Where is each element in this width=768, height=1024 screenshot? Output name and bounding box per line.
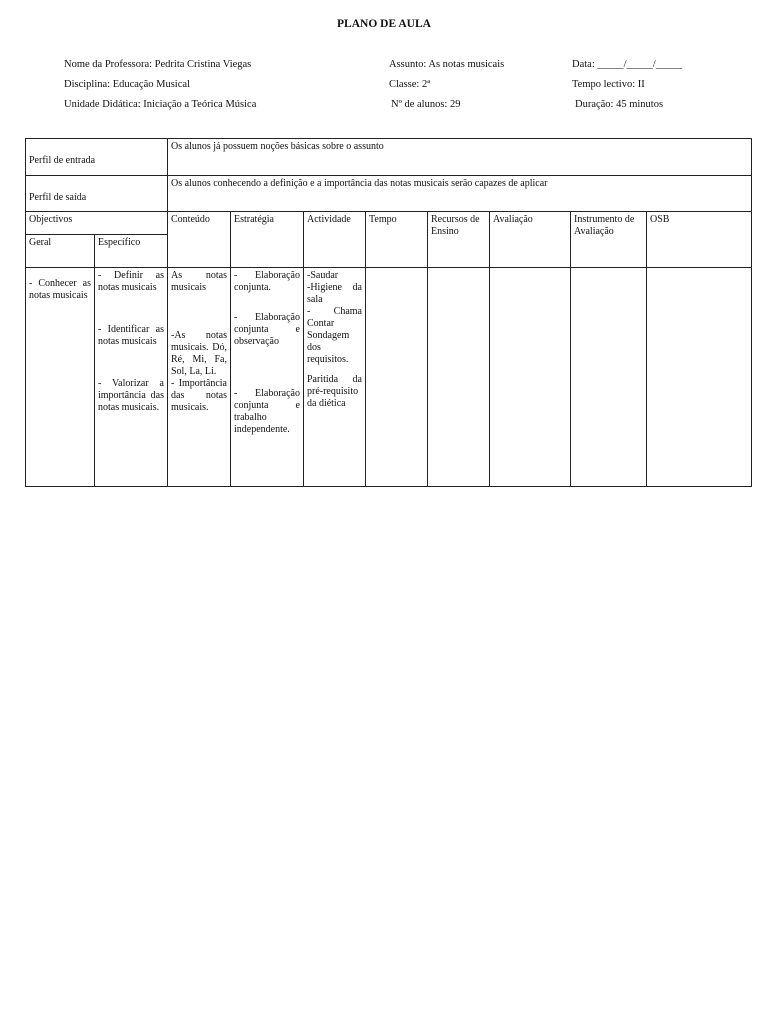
estrategia-header: Estratégia	[231, 212, 304, 268]
perfil-saida-label: Perfil de saída	[26, 176, 168, 212]
conteudo-item: - Importância das notas musicais.	[171, 378, 227, 413]
estrategia-item: - Elaboração conjunta e observação	[234, 312, 300, 347]
especifico-cell	[95, 268, 168, 487]
conteudo-item: -As notas musicais. Dó, Ré, Mi, Fa, Sol, La, Li.	[171, 330, 227, 377]
perfil-entrada-label: Perfil de entrada	[26, 139, 168, 176]
actividade-cell	[304, 268, 366, 487]
actividade-item: - Chama Contar	[307, 306, 362, 329]
page-title: PLANO DE AULA	[337, 18, 431, 30]
estrategia-item: - Elaboração conjunta e trabalho independente.	[234, 388, 300, 435]
recursos-cell	[428, 268, 490, 487]
perfil-saida-text: Os alunos conhecendo a definição e a importância das notas musicais serão capazes de aplicar	[168, 176, 752, 212]
professora-field: Nome da Professora: Pedrita Cristina Viegas	[64, 59, 252, 70]
perfil-entrada-row	[26, 139, 752, 176]
content-row	[26, 268, 752, 487]
conteudo-header: Conteúdo	[168, 212, 231, 268]
geral-cell	[26, 268, 95, 487]
especifico-item: - Identificar as notas musicais	[98, 324, 164, 347]
avaliacao-header: Avaliação	[490, 212, 571, 268]
data-field: Data: _____/_____/_____	[572, 59, 682, 70]
especifico-header: Específico	[95, 235, 168, 268]
perfil-entrada-text: Os alunos já possuem noções básicas sobre o assunto	[168, 139, 752, 176]
duracao-field: Duração: 45 minutos	[575, 99, 664, 110]
tempo-header: Tempo	[366, 212, 428, 268]
avaliacao-cell	[490, 268, 571, 487]
objectivos-header: Objectivos	[26, 212, 168, 235]
especifico-item: - Definir as notas musicais	[98, 270, 164, 293]
actividade-item: -Higiene da sala	[307, 282, 362, 305]
conteudo-item: As notas musicais	[171, 270, 227, 293]
lesson-plan-table	[25, 138, 752, 487]
actividade-item: Sondagem dos requisitos.	[307, 330, 350, 365]
osb-cell	[647, 268, 752, 487]
actividade-item: -Saudar	[307, 270, 339, 281]
tempo-lectivo-field: Tempo lectivo: II	[572, 79, 645, 90]
conteudo-cell	[168, 268, 231, 487]
assunto-field: Assunto: As notas musicais	[389, 59, 505, 70]
instrumento-header: Instrumento de Avaliação	[571, 212, 647, 268]
classe-field: Classe: 2ª	[389, 79, 431, 90]
recursos-header: Recursos de Ensino	[428, 212, 490, 268]
disciplina-field: Disciplina: Educação Musical	[64, 79, 190, 90]
especifico-item: - Valorizar a importância das notas musicais.	[98, 378, 164, 413]
estrategia-item: - Elaboração conjunta.	[234, 270, 300, 293]
geral-header: Geral	[26, 235, 95, 268]
osb-header: OSB	[647, 212, 752, 268]
actividade-header: Actividade	[304, 212, 366, 268]
geral-text: - Conhecer as notas musicais	[29, 278, 91, 301]
alunos-field: Nº de alunos: 29	[391, 99, 461, 110]
tempo-cell	[366, 268, 428, 487]
estrategia-cell	[231, 268, 304, 487]
header-row	[26, 212, 752, 235]
actividade-item: Paritida da pré-requisito da diética	[307, 374, 362, 409]
instrumento-cell	[571, 268, 647, 487]
perfil-saida-row	[26, 176, 752, 212]
unidade-field: Unidade Didática: Iniciação a Teórica Música	[64, 99, 257, 110]
